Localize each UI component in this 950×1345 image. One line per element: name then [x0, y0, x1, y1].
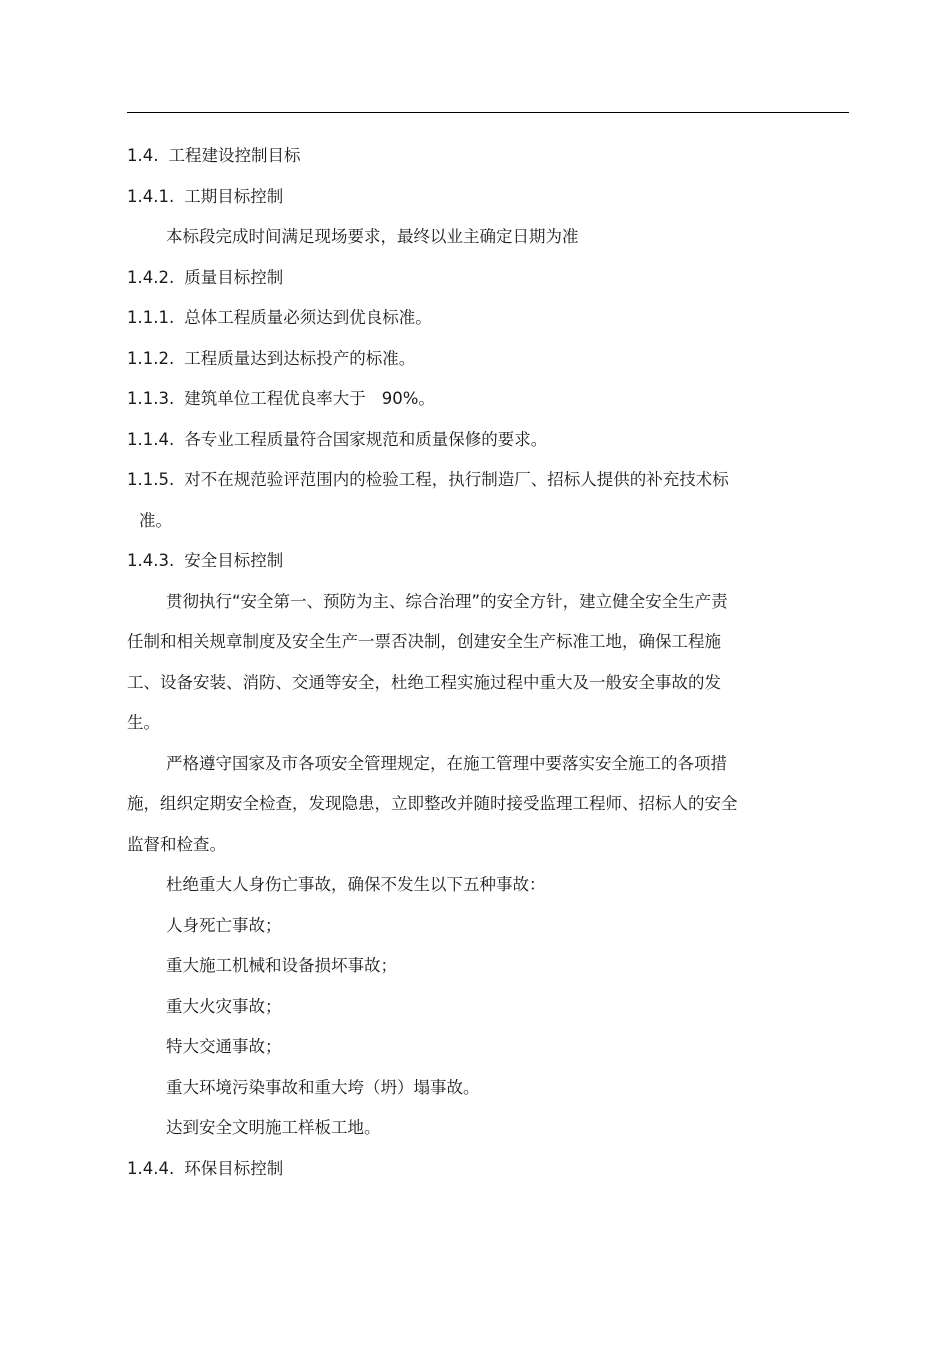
heading-1-4-1: [127, 177, 797, 218]
quality-item-5: [127, 460, 797, 501]
accident-item: 重大环境污染事故和重大垮（坍）塌事故。: [166, 1077, 480, 1097]
accident-intro: 杜绝重大人身伤亡事故，确保不发生以下五种事故：: [166, 875, 546, 894]
item-number: 1.1.5.: [127, 470, 175, 489]
quality-item-4: [127, 420, 797, 461]
section-number: 1.4.1.: [127, 186, 175, 206]
item-text: 工程质量达到达标投产的标准。: [184, 348, 416, 368]
quality-item-2: [127, 339, 797, 380]
paragraph-line: 施，组织定期安全检查，发现隐患，立即整改并随时接受监理工程师、招标人的安全: [127, 794, 738, 813]
safety-paragraph-2: [127, 744, 797, 866]
section-number: 1.4.: [127, 146, 159, 165]
accident-item: 重大施工机械和设备损坏事故；: [166, 956, 397, 975]
paragraph-line: 工、设备安装、消防、交通等安全，杜绝工程实施过程中重大及一般安全事故的发: [127, 672, 721, 692]
section-number: 1.4.3.: [127, 551, 175, 570]
safety-paragraph-1: [127, 582, 797, 744]
heading-1-4-2: [127, 258, 797, 299]
item-text: 各专业工程质量符合国家规范和质量保修的要求。: [184, 429, 548, 449]
paragraph-line: 贯彻执行“安全第一、预防为主、综合治理”的安全方针，建立健全安全生产责: [166, 591, 728, 611]
paragraph-line: 任制和相关规章制度及安全生产一票否决制，创建安全生产标准工地，确保工程施: [127, 632, 721, 651]
section-title: 安全目标控制: [184, 551, 284, 570]
section-number: 1.4.4.: [127, 1158, 175, 1178]
section-title: 环保目标控制: [184, 1158, 284, 1178]
item-number: 1.1.2.: [127, 348, 175, 368]
accident-item: 重大火灾事故；: [166, 996, 282, 1016]
item-number: 1.1.1.: [127, 308, 175, 327]
document-body: [127, 136, 797, 1189]
heading-1-4: [127, 136, 797, 177]
section-title: 工程建设控制目标: [168, 146, 301, 165]
paragraph-line: 严格遵守国家及市各项安全管理规定，在施工管理中要落实安全施工的各项措: [166, 753, 727, 773]
accident-item: 特大交通事故；: [166, 1037, 282, 1056]
header-rule: [127, 112, 849, 113]
section-number: 1.4.2.: [127, 267, 175, 287]
quality-item-3: [127, 379, 797, 420]
item-number: 1.1.3.: [127, 389, 175, 408]
item-number: 1.1.4.: [127, 429, 175, 449]
section-title: 质量目标控制: [184, 267, 284, 287]
paragraph-line: 监督和检查。: [127, 834, 226, 854]
paragraph-line: 生。: [127, 713, 160, 732]
item-value: 90%。: [381, 389, 435, 408]
section-title: 工期目标控制: [184, 186, 284, 206]
quality-item-1: [127, 298, 797, 339]
heading-1-4-3: [127, 541, 797, 582]
item-text: 对不在规范验评范围内的检验工程，执行制造厂、招标人提供的补充技术标: [184, 470, 729, 489]
heading-1-4-4: [127, 1149, 797, 1190]
item-text: 总体工程质量必须达到优良标准。: [184, 308, 432, 327]
item-text: 建筑单位工程优良率大于: [184, 389, 366, 408]
quality-item-5-cont: 准。: [139, 510, 172, 530]
accident-item: 人身死亡事故；: [166, 915, 282, 935]
safety-goal: 达到安全文明施工样板工地。: [166, 1118, 381, 1137]
schedule-text: 本标段完成时间满足现场要求，最终以业主确定日期为准: [166, 227, 579, 246]
